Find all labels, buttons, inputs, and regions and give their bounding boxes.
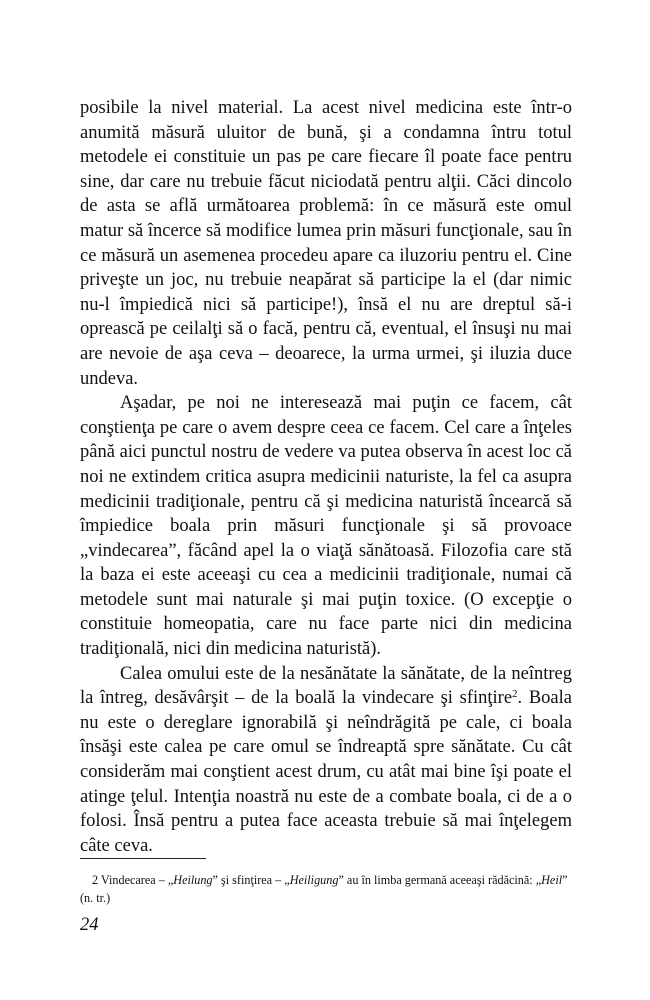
footnote-term: Heiligung [289, 873, 339, 887]
footnote-marker: 2 [512, 688, 518, 701]
paragraph-text: . Boala nu este o dereglare ignorabilă şi neîndrăgită pe cale, ci boala însăşi este calea pe care omul se îndreaptă spre sănătate. Cu cât considerăm mai conştient acest drum, cu atât mai bine îşi poate el atinge ţelul. Intenţia noastră nu este de a combate boala, ci de a o folosi. Însă pentru a putea face aceasta trebuie să mai înţelegem câte ceva. [80, 688, 572, 856]
paragraph [80, 662, 572, 859]
paragraph-text: Calea omului este de la nesănătate la sănătate, de la neîntreg la întreg, desăvârşit – de la boală la vindecare şi sfinţire [80, 663, 572, 709]
footnote-text: ” şi sfinţirea – „ [212, 873, 290, 887]
footnote-term: Heilung [173, 873, 213, 887]
footnote-number: 2 [92, 873, 99, 887]
paragraph-text: Aşadar, pe noi ne interesează mai puţin ce facem, cât conştienţa pe care o avem despre ceea ce facem. Cel care a înţeles până aici punctul nostru de vedere va putea observa în acest loc că noi ne extindem critica asupra medicinii naturiste, la fel ca asupra medicinii tradiţionale, pentru că şi medicina naturistă încearcă să împiedice boala prin măsuri funcţionale şi să provoace „vindecarea”, făcând apel la o viaţă sănătoasă. Filozofia care stă la baza ei este aceeaşi cu cea a medicinii tradiţionale, numai că metodele sunt mai naturale şi mai puţin toxice. (O excepţie o constituie homeopatia, care nu face parte nici din medicina tradiţională, nici din medicina naturistă). [80, 393, 572, 660]
footnote-text: ” au în limba germană aceeaşi rădăcină: „ [338, 873, 542, 887]
footnote-divider [80, 858, 206, 859]
page-number: 24 [80, 915, 99, 935]
paragraph: posibile la nivel material. La acest nivel medicina este într-o anumită măsură uluitor de bună, şi a condamna întru totul metodele ei constituie un pas pe care fiecare îl poate face pentru sine, dar care nu trebuie făcut niciodată pentru alţii. Căci dincolo de asta se află următoarea problemă: în ce măsură este omul matur să încerce să modifice lumea prin măsuri funcţionale, sau în ce măsură un asemenea procedeu apare ca iluzoriu pentru el. Cine priveşte un joc, nu trebuie neapărat să participe la el (dar nimic nu-l împiedică nici să participe!), însă el nu are dreptul să-i oprească pe ceilalţi să o facă, pentru că, eventual, el însuşi nu mai are nevoie de aşa ceva – deoarece, la urma urmei, şi iluzia duce undeva. [80, 98, 572, 389]
body-text [80, 96, 572, 858]
footnote [80, 871, 572, 907]
paragraph [80, 391, 572, 662]
footnote-term: Heil [541, 873, 563, 887]
footnote-text: Vindecarea – „ [98, 873, 174, 887]
footnote-text: ” (n. tr.) [80, 873, 568, 905]
